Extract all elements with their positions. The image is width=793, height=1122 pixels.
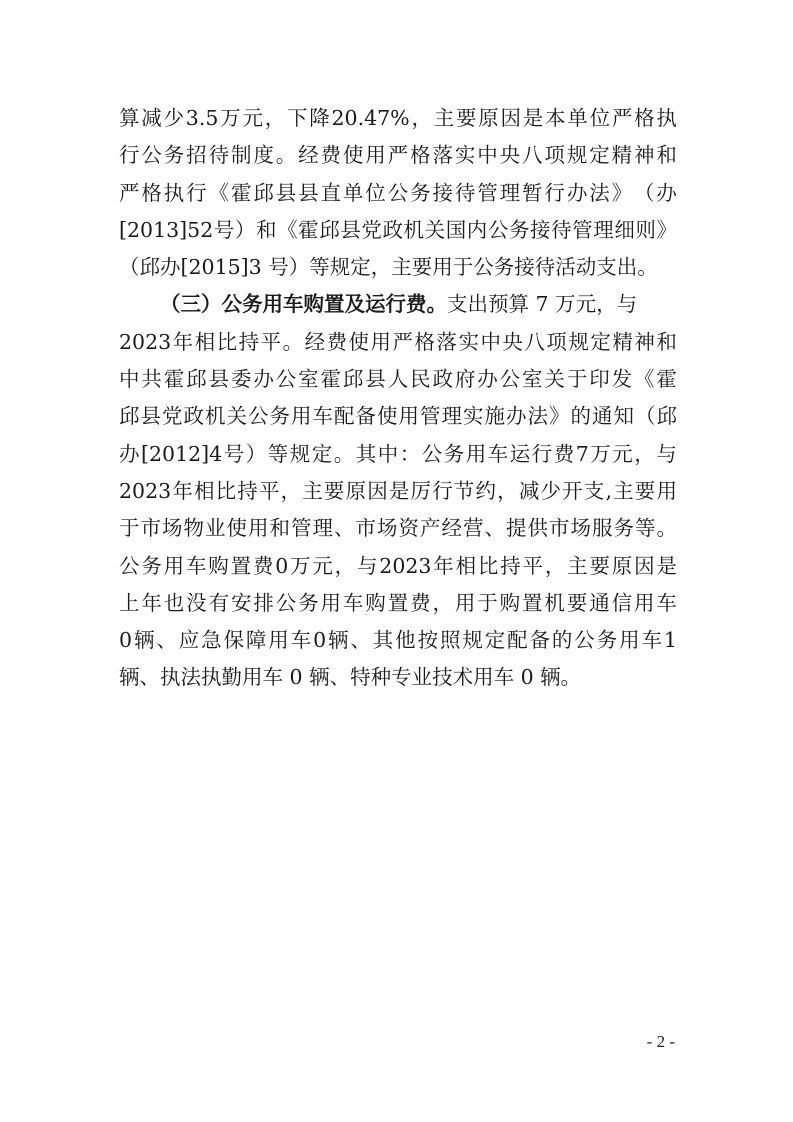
section-heading-text: 支出预算 7 万元，与: [447, 292, 638, 317]
text-line: 2023 年 相 比 持 平 ， 主 要 原 因 是 厉 行 节 约 ， 减 少 开 支 , 主 要 用: [119, 478, 677, 503]
page-number: - 2 -: [646, 1032, 675, 1051]
text-line: 办 [2012]4 号 ） 等 规 定 。 其 中 ： 公 务 用 车 运 行 费 7 万 元 ， 与: [119, 441, 677, 466]
section-heading-line: [119, 286, 677, 323]
section-heading: （三）公务用车购置及运行费。: [160, 292, 447, 317]
text-line: 邱 县 党 政 机 关 公 务 用 车 配 备 使 用 管 理 实 施 办 法 》 的 通 知 （ 邱: [119, 404, 677, 429]
text-line: 于 市 场 物 业 使 用 和 管 理 、 市 场 资 产 经 营 、 提 供 市 场 服 务 等 。: [119, 516, 677, 541]
text-line: 2023 年 相 比 持 平 。 经 费 使 用 严 格 落 实 中 央 八 项 规 定 精 神 和: [119, 329, 677, 354]
text-line: （邱办[2015]3 号）等规定，主要用于公务接待活动支出。: [119, 255, 658, 280]
text-line: 上 年 也 没 有 安 排 公 务 用 车 购 置 费 ， 用 于 购 置 机 要 通 信 用 车: [119, 590, 677, 615]
text-line: 0 辆 、 应 急 保 障 用 车 0 辆 、 其 他 按 照 规 定 配 备 的 公 务 用 车 1: [119, 628, 677, 653]
text-line: 辆、执法执勤用车 0 辆、特种专业技术用车 0 辆。: [119, 665, 582, 690]
text-line: 中 共 霍 邱 县 委 办 公 室 霍 邱 县 人 民 政 府 办 公 室 关 于 印 发 《 霍: [119, 367, 677, 392]
body-text: [119, 100, 677, 697]
text-line: 算 减 少 3.5 万 元 ， 下 降 20.47% ， 主 要 原 因 是 本 单 位 严 格 执: [119, 106, 677, 130]
text-line: 行 公 务 招 待 制 度 。 经 费 使 用 严 格 落 实 中 央 八 项 规 定 精 神 和: [119, 143, 677, 168]
text-line: 公 务 用 车 购 置 费 0 万 元 ， 与 2023 年 相 比 持 平 ， 主 要 原 因 是: [119, 553, 677, 578]
text-line: [2013]52 号 ） 和 《 霍 邱 县 党 政 机 关 国 内 公 务 接 待 管 理 细 则 》: [119, 217, 677, 242]
text-line: 严 格 执 行 《 霍 邱 县 县 直 单 位 公 务 接 待 管 理 暂 行 办 法 》 （ 办: [119, 180, 677, 205]
